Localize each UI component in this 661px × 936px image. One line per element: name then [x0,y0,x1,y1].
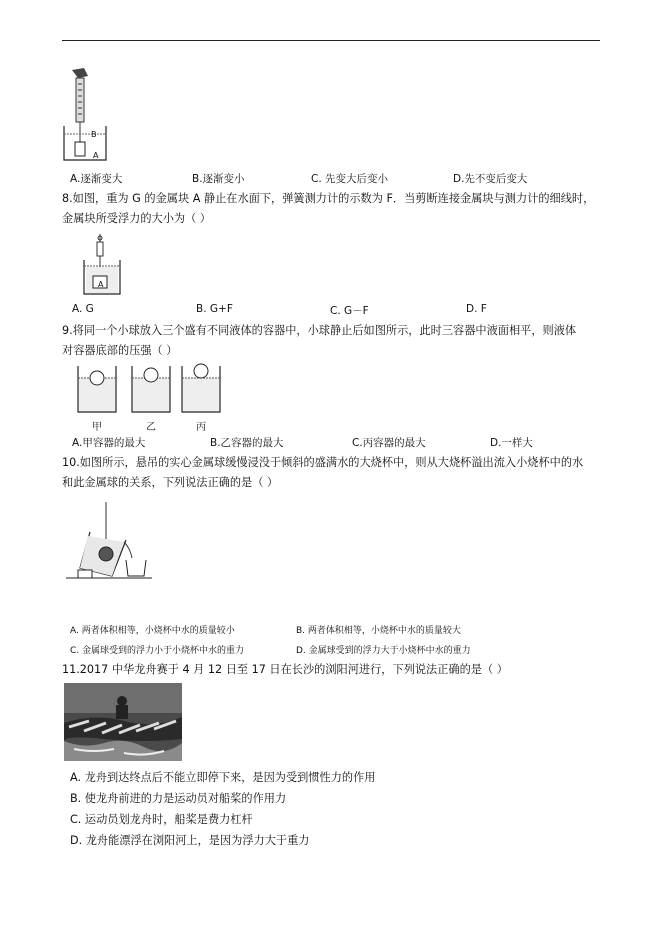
q8-stem-line2: 金属块所受浮力的大小为（ ） [62,212,211,225]
q11-option-d[interactable]: D. 龙舟能漂浮在浏阳河上，是因为浮力大于重力 [70,834,310,847]
q10-stem-line2: 和此金属球的关系，下列说法正确的是（ ） [62,476,279,489]
q10-stem-line1: 10.如图所示，悬吊的实心金属球缓慢浸没于倾斜的盛满水的大烧杯中，则从大烧杯溢出流入小烧杯中的水 [62,456,584,469]
q11-option-a[interactable]: A. 龙舟到达终点后不能立即停下来，是因为受到惯性力的作用 [70,771,376,784]
q9-label-bing: 丙 [196,422,206,433]
q10-option-b[interactable]: B. 两者体积相等，小烧杯中水的质量较大 [296,626,461,636]
q9-option-b[interactable]: B.乙容器的最大 [210,437,284,449]
q9-three-containers-figure [76,364,226,416]
q11-option-b[interactable]: B. 使龙舟前进的力是运动员对船桨的作用力 [70,792,287,805]
q8-stem-line1: 8.如图，重为 G 的金属块 A 静止在水面下，弹簧测力计的示数为 F．当剪断连接金属块与测力计的细线时， [62,192,595,205]
header-rule [62,40,600,41]
q9-label-yi: 乙 [146,422,156,433]
q7-option-b[interactable]: B.逐渐变小 [192,173,245,185]
q11-stem: 11.2017 中华龙舟赛于 4 月 12 日至 17 日在长沙的浏阳河进行，下列说法正确的是（ ） [62,663,508,676]
q8-option-c[interactable]: C. G－F [330,305,369,317]
q11-dragon-boat-photo [64,683,182,761]
q7-option-c[interactable]: C. 先变大后变小 [311,173,389,185]
q10-option-d[interactable]: D. 金属球受到的浮力大于小烧杯中水的重力 [296,646,471,656]
q10-tilted-beaker-figure [66,500,166,582]
q10-option-a[interactable]: A. 两者体积相等，小烧杯中水的质量较小 [70,626,235,636]
q8-option-d[interactable]: D. F [466,303,487,315]
q8-option-a[interactable]: A. G [72,303,94,315]
q9-label-jia: 甲 [92,422,102,433]
q9-stem-line1: 9.将同一个小球放入三个盛有不同液体的容器中，小球静止后如图所示，此时三容器中液面相平，则液体 [62,324,577,337]
q9-option-a[interactable]: A.甲容器的最大 [72,437,146,449]
q11-option-c[interactable]: C. 运动员划龙舟时，船桨是费力杠杆 [70,813,253,826]
q8-option-b[interactable]: B. G+F [196,303,233,315]
q7-option-a[interactable]: A.逐渐变大 [70,173,123,185]
q7-label-b: B [91,130,97,139]
q7-spring-scale-figure [62,66,112,166]
q9-stem-line2: 对容器底部的压强（ ） [62,344,178,357]
q10-option-c[interactable]: C. 金属球受到的浮力小于小烧杯中水的重力 [70,646,245,656]
q8-label-a: A [98,280,104,289]
q7-label-a: A [93,151,99,160]
q9-option-c[interactable]: C.丙容器的最大 [352,437,426,449]
q9-option-d[interactable]: D.一样大 [490,437,533,449]
q7-option-d[interactable]: D.先不变后变大 [453,173,528,185]
